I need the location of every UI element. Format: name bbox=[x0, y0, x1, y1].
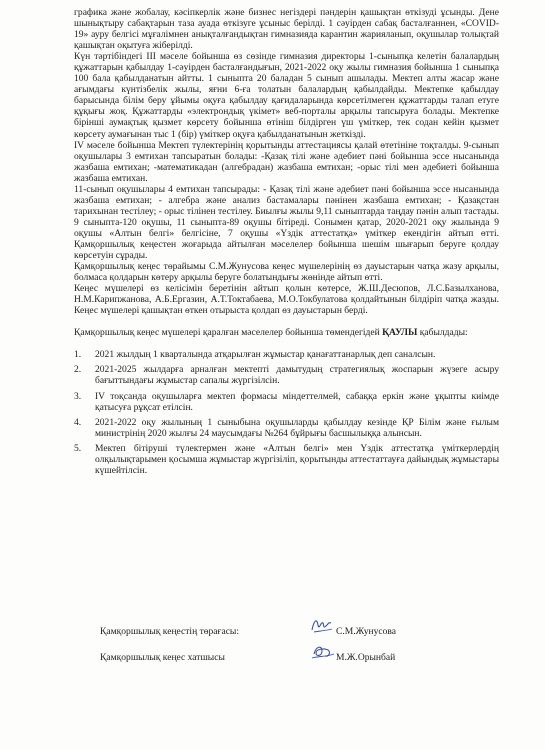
decision-text: Мектеп бітіруші түлектермен және «Алтын белгі» мен Үздік аттестатқа үміткерлердің олқылықтарымен қосымша жұмыстар жүргізіліп, қорытынды аттестаттауға дайындық жұмыстары күшейтілсін. bbox=[95, 442, 499, 476]
signature-row-chair bbox=[100, 624, 500, 650]
spacer bbox=[74, 316, 499, 327]
body-paragraph: 11-сынып оқушылары 4 емтихан тапсырады: - Қазақ тілі және әдебиет пәні бойынша эссе нысанында жазбаша емтихан; - алгебра және анализ бастамалары пәнінен жазбаша емтихан; - Қазақстан тарихынан тестілеу; - орыс тілінен тестілеу. Биылғы жылы 9,11 сыныптарда таңдау пәнін алып тастады. 9 сыныпта-120 оқушы, 11 сыныпта-89 оқушы бітіреді. Сонымен қатар, 2020-2021 оқу жылында 9 оқушы «Алтын белгі» белгісіне, 7 оқушы «Үздік аттестатқа» үміткер екендігін айтып өтті. Қамқоршылық кеңестен жоғарыда айтылған мәселелер бойынша шешім шығарып беруге қолдау көрсетуін сұрады. bbox=[74, 183, 499, 262]
signature-role: Қамқоршылық кеңестің төрағасы: bbox=[100, 626, 239, 637]
resolution-intro bbox=[74, 327, 499, 338]
decision-text: 2021-2025 жылдарға арналған мектепті дамытудың стратегиялық жоспарын жүзеге асыру бағыттындағы жұмыстар сапалы жүргізілсін. bbox=[95, 364, 499, 387]
decision-number: 5. bbox=[74, 442, 82, 454]
decision-number: 2. bbox=[74, 364, 82, 376]
signature-name: М.Ж.Орынбай bbox=[336, 652, 396, 663]
decision-number: 4. bbox=[74, 416, 82, 428]
decision-text: 2021 жылдың 1 кварталында атқарылған жұмыстар қанағаттанарлық деп саналсын. bbox=[95, 349, 436, 361]
handwritten-signature-icon bbox=[310, 616, 334, 639]
decision-number: 3. bbox=[74, 390, 82, 402]
decision-list bbox=[74, 349, 499, 475]
body-paragraph: графика және жобалау, кәсіпкерлік және бизнес негіздері пәндерін қашықтан өткізуді ұсынды. Дене шынықтыру сабақтарын таза ауада өткізуге ұсыныс берілді. 1 сәуірден сабақ басталғаннен, «COVID-19» ауру белгісі мұғалімнен анықталғандықтан гимназияда карантин жарияланып, оқушылар толықтай қашықтан оқытуға жіберілді. bbox=[74, 7, 499, 52]
decision-item bbox=[74, 349, 499, 360]
signature-row-secretary bbox=[100, 650, 500, 676]
resolution-keyword: ҚАУЛЫ bbox=[382, 327, 418, 339]
handwritten-signature-icon bbox=[310, 642, 336, 665]
resolution-intro-tail: қабылдады: bbox=[417, 327, 468, 339]
signature-block bbox=[100, 624, 500, 676]
decision-item bbox=[74, 391, 499, 413]
resolution-intro-text: Қамқоршылық кеңес мүшелері қаралған мәселелер бойынша төмендегідей bbox=[74, 327, 383, 339]
body-paragraph: Қамқоршылық кеңес төрайымы С.М.Жунусова кеңес мүшелерінің өз дауыстарын чатқа жазу арқылы, болмаса қолдарын көтеру арқылы беруге болатындығы жөнінде айтып өтті. bbox=[74, 261, 499, 284]
decision-item bbox=[74, 417, 499, 439]
body-paragraph: Күн тәртібіндегі ІІІ мәселе бойынша өз сөзінде гимназия директоры 1-сыныпқа келетін балалардың құжаттарын қабылдау 1-сәуірден басталғандығын, 2021-2022 оқу жылы гимназия бойынша 1 сыныпқа 100 бала қабылданатын айтты. 1 сыныпта 20 баладан 5 сынып ашылады. Мектеп алты жасар және ағымдағы күнтізбелік жылы, яғни 6-ға толатын балалардың қабылдайды. Мектепке қабылдау барысында білім беру ұйымы оқуға қабылдау қағидаларында көрсетілмеген құжаттарды талап етуге құқығы жоқ. Құжаттарды «электрондық үкімет» веб-порталы арқылы тапсыруға болады. Мектепке бірінші аумақтық қызмет көрсету бойынша өтініш білдірген үш үміткер, тек содан кейін қызмет көрсету аумағынан тыс 1 (бір) үміткер оқуға қабылданатынын жеткізді. bbox=[74, 51, 499, 140]
body-paragraph: ІV мәселе бойынша Мектеп түлектерінің қорытынды аттестациясы қалай өтетініне тоқталды. 9-сынып оқушылары 3 емтихан тапсыратын болады: -Қазақ тілі және әдебиет пәні бойынша эссе нысанында жазбаша емтихан; -математикадан (алгебрадан) жазбаша емтихан; -орыс тілі мен әдебиеті бойынша жазбаша емтихан. bbox=[74, 139, 499, 184]
signature-name: С.М.Жунусова bbox=[336, 626, 397, 637]
decision-item bbox=[74, 364, 499, 386]
body-paragraph: Кеңес мүшелері өз келісімін беретінін айтып қолын көтерсе, Ж.Ш.Десюпов, Л.С.Базылханова, Н.М.Карипжанова, А.Б.Ергазин, А.Т.Токтабаева, М.О.Токбулатова қолдайтынын білдіріп чатқа жазды. Кеңес мүшелері қашықтан өткен отырыста қолдап өз дауыстарын берді. bbox=[74, 283, 499, 317]
decision-number: 1. bbox=[74, 349, 82, 361]
decision-text: 2021-2022 оқу жылының 1 сыныбына оқушыларды қабылдау кезінде ҚР Білім және ғылым министрінің 2020 жылғы 24 маусымдағы №264 бұйрығы басшылыққа алынсын. bbox=[95, 416, 499, 439]
decision-text: ІV тоқсанда оқушыларға мектеп формасы міндеттелмей, сабаққа еркін және ұқыпты киімде қатысуға рұқсат етілсін. bbox=[95, 390, 499, 413]
signature-role: Қамқоршылық кеңес хатшысы bbox=[100, 652, 225, 663]
decision-item bbox=[74, 443, 499, 476]
